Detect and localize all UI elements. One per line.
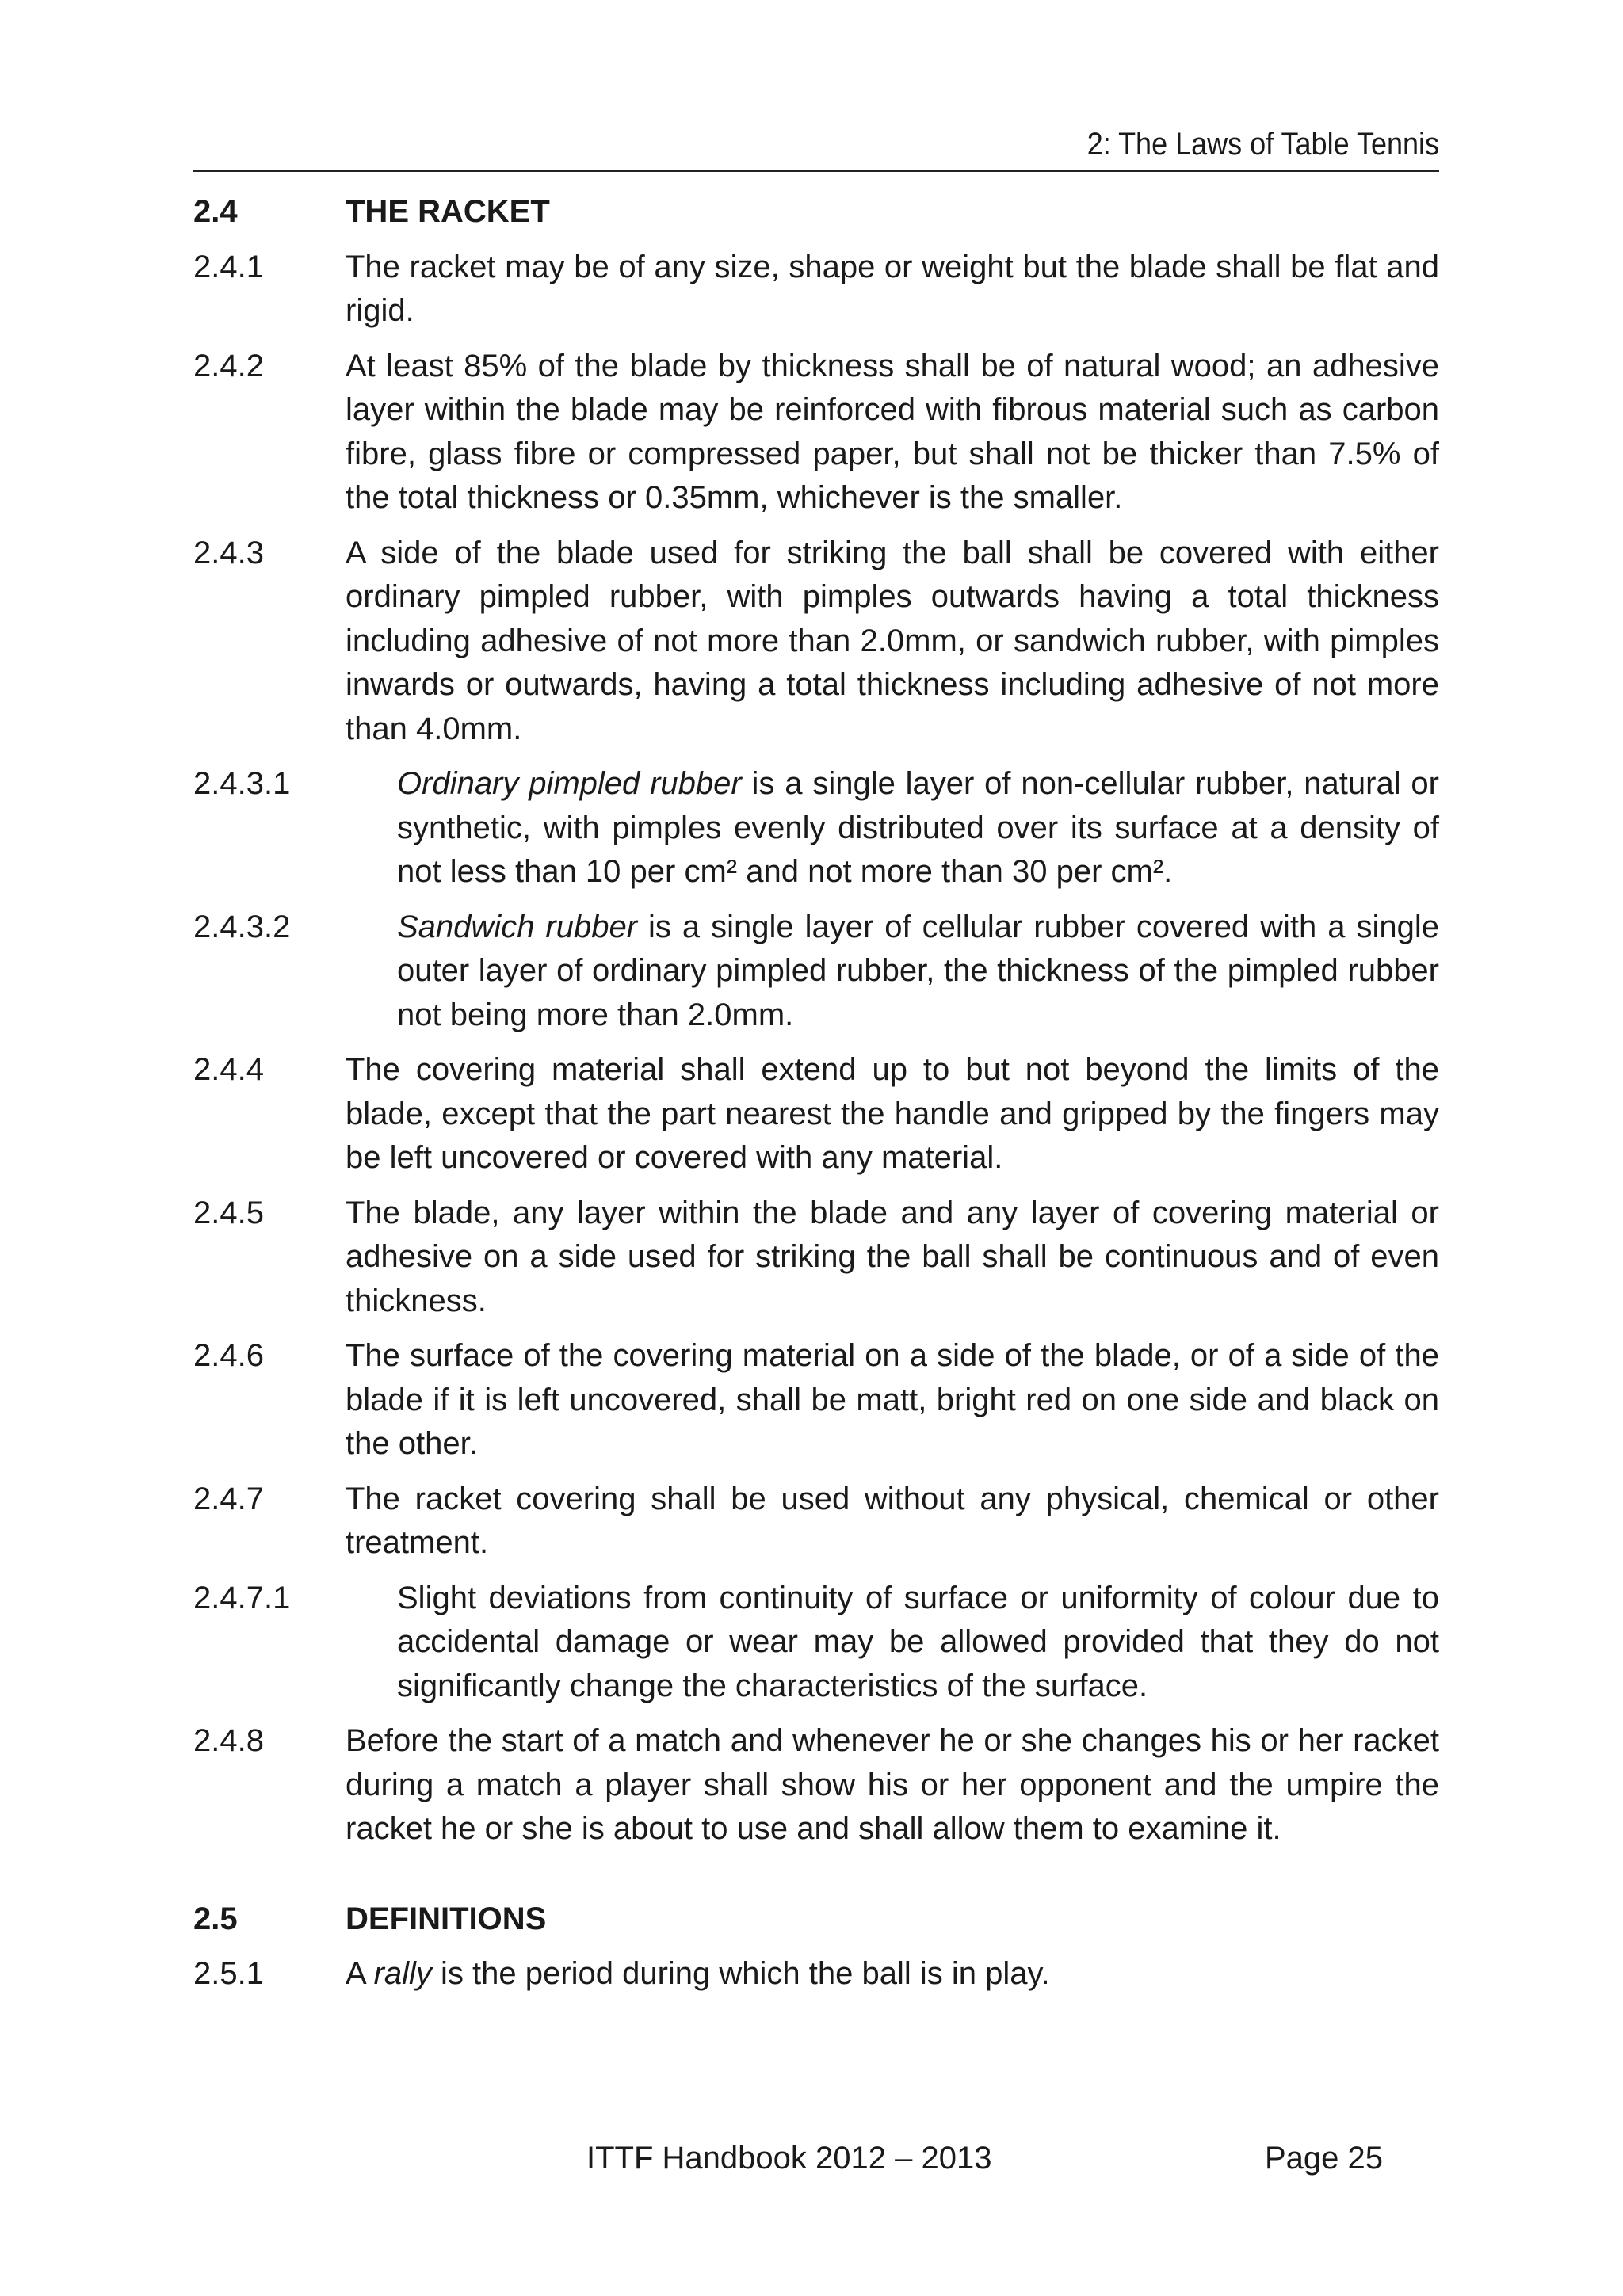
defined-term: rally xyxy=(373,1956,432,1991)
rule-number: 2.4.8 xyxy=(193,1723,264,1758)
rule-item xyxy=(193,1952,1439,1997)
section-title: THE RACKET xyxy=(346,194,550,229)
rule-item xyxy=(193,1048,1439,1180)
rule-number: 2.4.6 xyxy=(193,1338,264,1373)
rule-number: 2.4.1 xyxy=(193,249,264,284)
rule-item xyxy=(193,246,1439,334)
footer-title: ITTF Handbook 2012 – 2013 xyxy=(586,2141,992,2176)
section-heading xyxy=(193,1897,1439,1942)
rule-number: 2.4.3.1 xyxy=(193,766,291,801)
rule-text: The covering material shall extend up to but not beyond the limits of the blade, except that the part nearest the handle and gripped by the fingers may be left uncovered or covered with any material. xyxy=(346,1052,1439,1175)
page-number: Page 25 xyxy=(1265,2141,1384,2176)
rule-item xyxy=(193,1719,1439,1852)
rule-subitem xyxy=(193,906,1439,1038)
rule-text xyxy=(346,1952,1439,1997)
rule-item xyxy=(193,1334,1439,1466)
rule-text xyxy=(397,762,1439,894)
rule-text xyxy=(397,906,1439,1038)
section-number: 2.5 xyxy=(193,1901,238,1936)
rule-item xyxy=(193,532,1439,752)
rule-subitem xyxy=(193,762,1439,894)
document-body xyxy=(193,190,1439,2008)
rule-number: 2.4.2 xyxy=(193,348,264,383)
rule-text: The racket may be of any size, shape or weight but the blade shall be flat and rigid. xyxy=(346,249,1439,328)
definition-prefix: A xyxy=(346,1956,374,1991)
rule-number: 2.4.5 xyxy=(193,1195,264,1230)
rule-item xyxy=(193,1478,1439,1566)
rule-text: Slight deviations from continuity of surface or uniformity of colour due to accidental damage or wear may be allowed provided that they do not significantly change the characteristics of the surface. xyxy=(397,1580,1439,1703)
rule-text: The blade, any layer within the blade and any layer of covering material or adhesive on a side used for striking the ball shall be continuous and of even thickness. xyxy=(346,1195,1439,1318)
definition-text: is the period during which the ball is in play. xyxy=(431,1956,1050,1991)
defined-term: Sandwich rubber xyxy=(397,909,638,944)
rule-item xyxy=(193,1192,1439,1324)
section-title: DEFINITIONS xyxy=(346,1901,547,1936)
rule-number: 2.4.7.1 xyxy=(193,1580,291,1615)
section-number: 2.4 xyxy=(193,194,238,229)
rule-text: A side of the blade used for striking the ball shall be covered with either ordinary pimpled rubber, with pimples outwards having a total thickness including adhesive of not more than 2.0mm, or sandwich rubber, with pimples inwards or outwards, having a total thickness including adhesive of not more than 4.0mm. xyxy=(346,535,1439,746)
rule-number: 2.4.3 xyxy=(193,535,264,570)
rule-number: 2.4.3.2 xyxy=(193,909,291,944)
header-rule xyxy=(193,170,1439,172)
rule-item xyxy=(193,345,1439,521)
rule-subitem xyxy=(193,1577,1439,1709)
rule-number: 2.4.4 xyxy=(193,1052,264,1087)
rule-text: Before the start of a match and whenever he or she changes his or her racket during a match a player shall show his or her opponent and the umpire the racket he or she is about to use and shall allow them to examine it. xyxy=(346,1723,1439,1846)
defined-term: Ordinary pimpled rubber xyxy=(397,766,742,801)
definition-text: is a single layer of non-cellular rubber, natural or synthetic, with pimples evenly distributed over its surface at a density of not less than 10 per cm² and not more than 30 per cm². xyxy=(397,766,1440,889)
rule-text: At least 85% of the blade by thickness shall be of natural wood; an adhesive layer within the blade may be reinforced with fibrous material such as carbon fibre, glass fibre or compressed paper, but shall not be thicker than 7.5% of the total thickness or 0.35mm, whichever is the smaller. xyxy=(346,348,1439,515)
rule-text: The racket covering shall be used without any physical, chemical or other treatment. xyxy=(346,1481,1439,1560)
rule-number: 2.4.7 xyxy=(193,1481,264,1516)
running-header: 2: The Laws of Table Tennis xyxy=(1086,127,1439,162)
rule-text: The surface of the covering material on a side of the blade, or of a side of the blade if it is left uncovered, shall be matt, bright red on one side and black on the other. xyxy=(346,1338,1439,1461)
definition-text: is a single layer of cellular rubber covered with a single outer layer of ordinary pimpled rubber, the thickness of the pimpled rubber not being more than 2.0mm. xyxy=(397,909,1439,1032)
rule-number: 2.5.1 xyxy=(193,1956,264,1991)
section-heading xyxy=(193,190,1439,235)
